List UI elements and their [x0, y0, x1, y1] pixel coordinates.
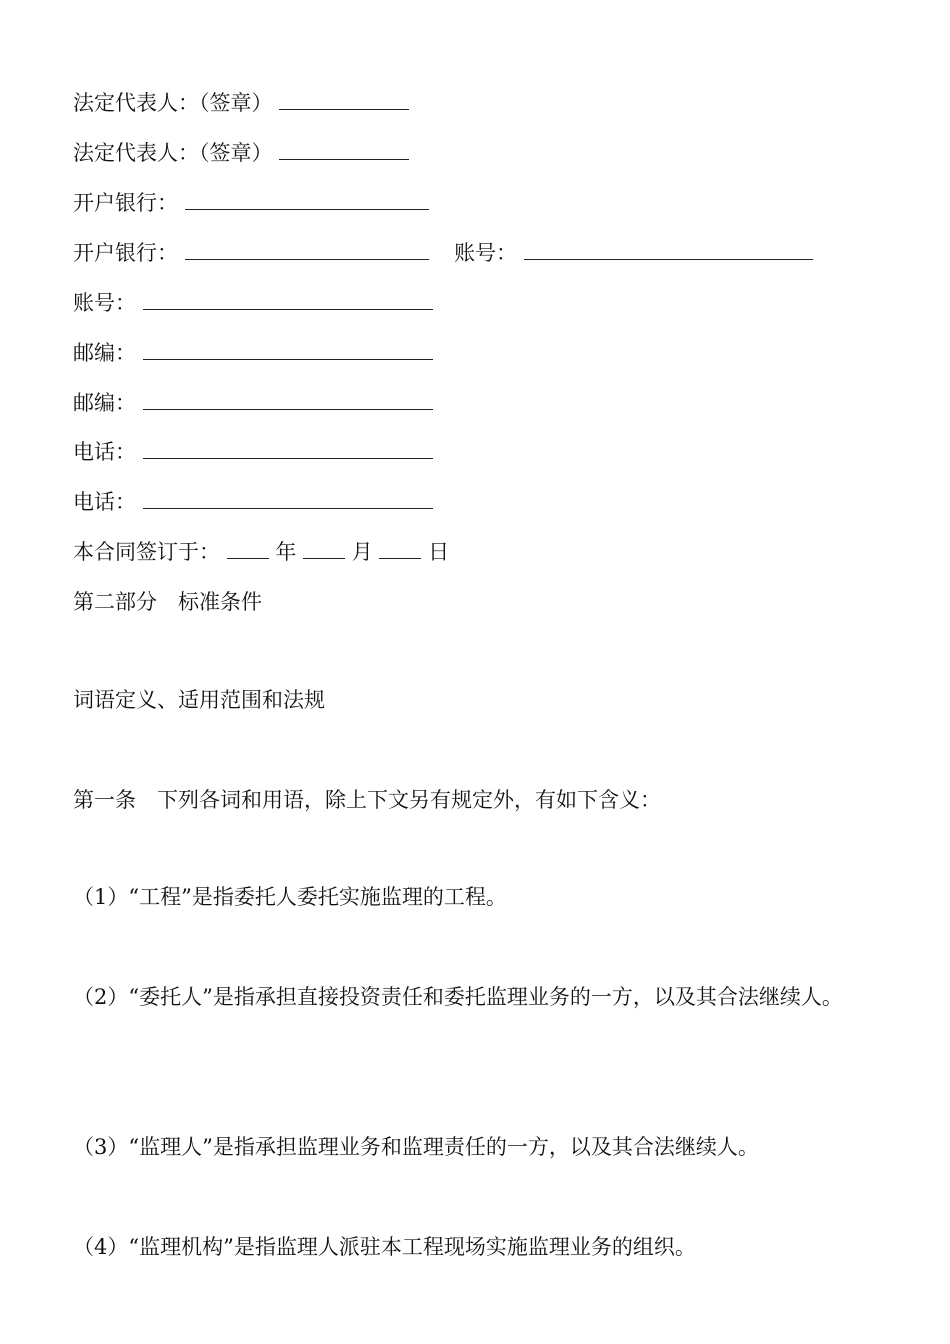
postcode-line-2 — [73, 388, 433, 418]
account-label: 账号： — [454, 241, 518, 265]
bank-label: 开户银行： — [73, 241, 178, 265]
bank-blank[interactable] — [185, 239, 429, 260]
signing-date-label: 本合同签订于： — [73, 540, 220, 564]
postcode-label: 邮编： — [73, 341, 136, 365]
postcode-line-1 — [73, 338, 433, 368]
phone-line-2 — [73, 487, 433, 517]
legal-rep-blank[interactable] — [279, 89, 409, 110]
bank-line-1 — [73, 188, 429, 218]
postcode-label: 邮编： — [73, 391, 136, 415]
article-1: 第一条 下列各词和用语，除上下文另有规定外，有如下含义： — [73, 788, 661, 812]
legal-rep-line-1 — [73, 88, 409, 118]
bank-label: 开户银行： — [73, 191, 178, 215]
part-two-title: 第二部分 标准条件 — [73, 590, 262, 614]
year-label: 年 — [275, 540, 297, 564]
definition-item: （3）“监理人”是指承担监理业务和监理责任的一方，以及其合法继续人。 — [73, 1135, 759, 1159]
bank-account-line — [73, 238, 813, 268]
legal-rep-label: 法定代表人：（签章） — [73, 91, 273, 115]
bank-blank[interactable] — [185, 189, 429, 210]
account-label: 账号： — [73, 291, 136, 315]
definition-item: （4）“监理机构”是指监理人派驻本工程现场实施监理业务的组织。 — [73, 1235, 696, 1259]
phone-label: 电话： — [73, 440, 136, 464]
account-blank[interactable] — [143, 289, 433, 310]
postcode-blank[interactable] — [143, 389, 433, 410]
postcode-blank[interactable] — [143, 339, 433, 360]
month-blank[interactable] — [303, 538, 345, 559]
day-blank[interactable] — [379, 538, 421, 559]
legal-rep-label: 法定代表人：（签章） — [73, 141, 273, 165]
phone-line-1 — [73, 437, 433, 467]
legal-rep-line-2 — [73, 138, 409, 168]
account-line — [73, 288, 433, 318]
legal-rep-blank[interactable] — [279, 139, 409, 160]
account-blank[interactable] — [524, 239, 813, 260]
day-label: 日 — [428, 540, 450, 564]
month-label: 月 — [351, 540, 373, 564]
year-blank[interactable] — [227, 538, 269, 559]
section-title: 词语定义、适用范围和法规 — [73, 688, 325, 712]
definition-item: （1）“工程”是指委托人委托实施监理的工程。 — [73, 885, 507, 909]
signing-date-line — [73, 537, 449, 567]
phone-blank[interactable] — [143, 438, 433, 459]
definition-item: （2）“委托人”是指承担直接投资责任和委托监理业务的一方，以及其合法继续人。 — [73, 985, 843, 1009]
phone-label: 电话： — [73, 490, 136, 514]
phone-blank[interactable] — [143, 488, 433, 509]
